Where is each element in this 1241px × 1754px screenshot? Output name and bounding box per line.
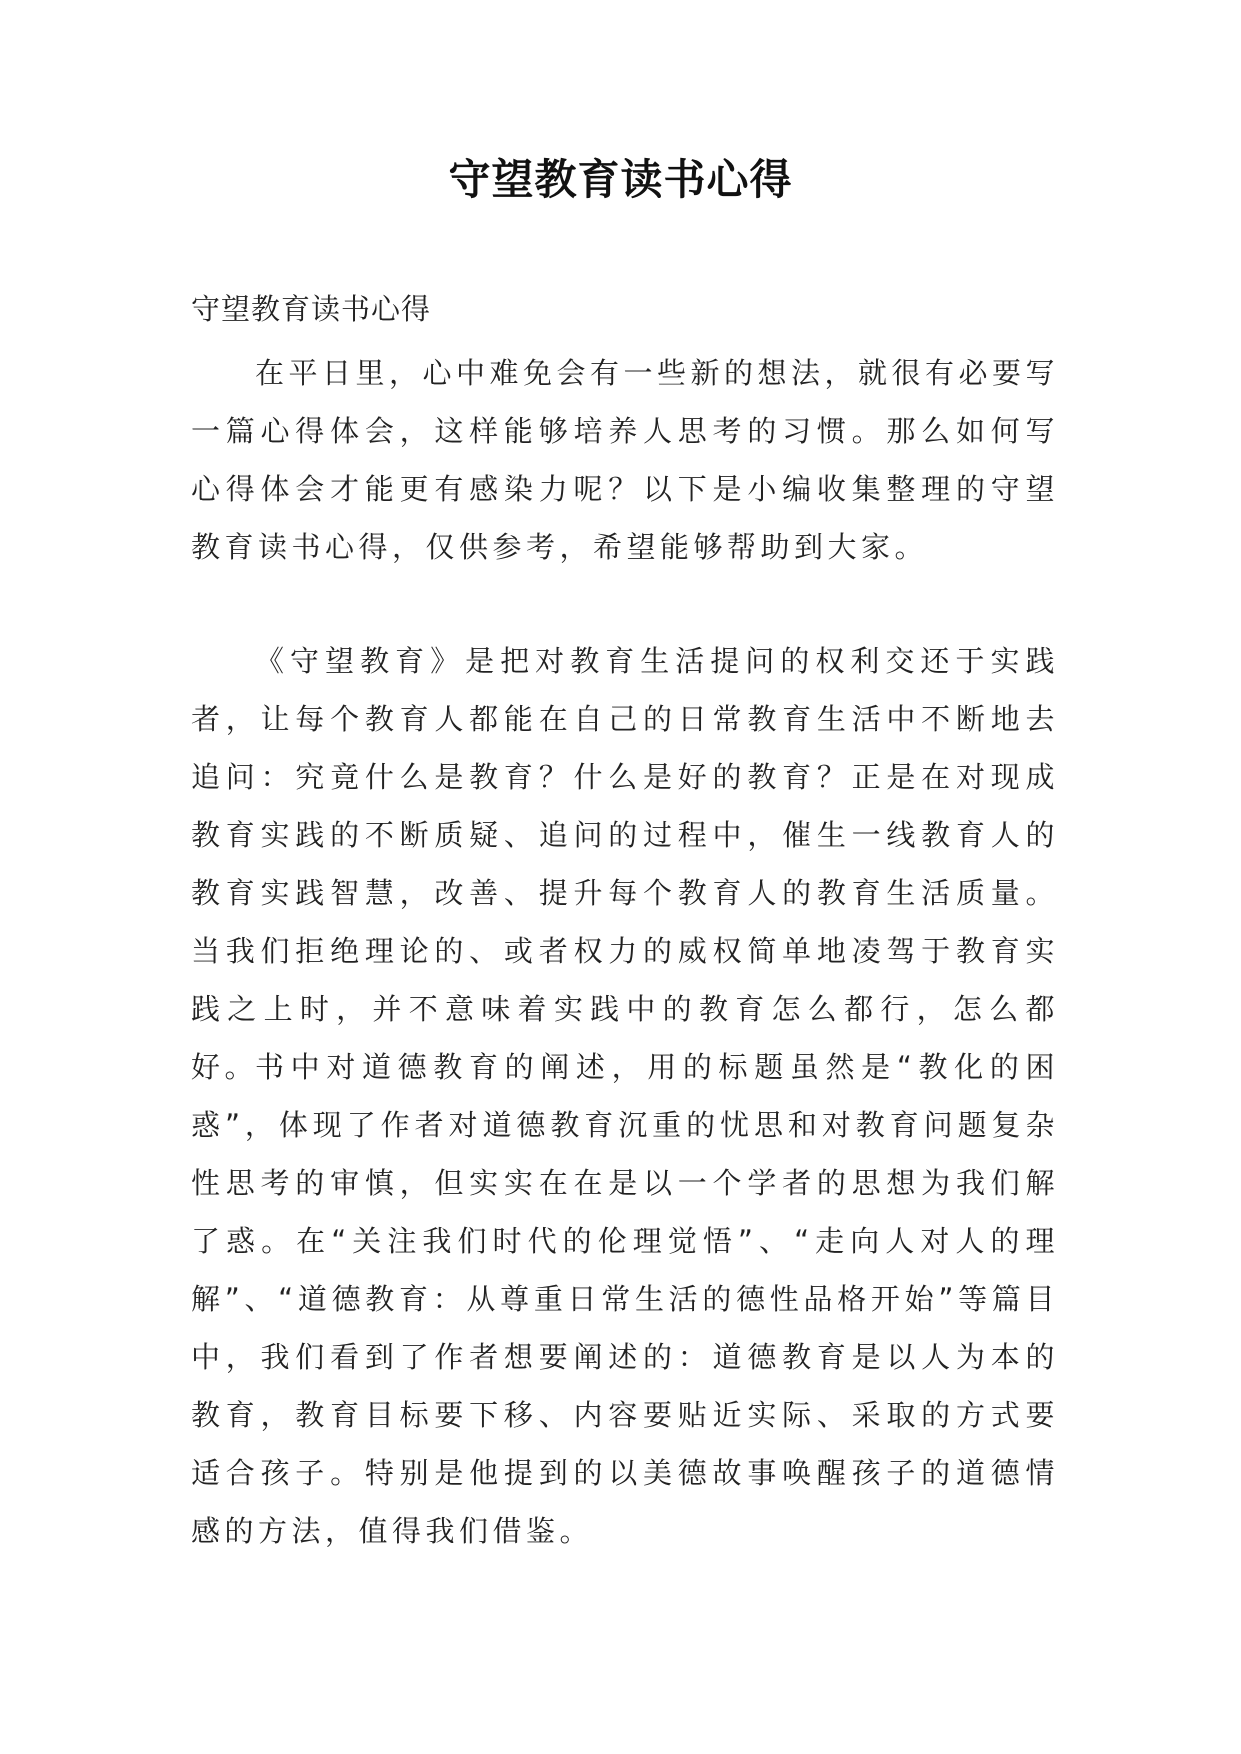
document-title: 守望教育读书心得 [448,155,793,204]
body-paragraph-2: 书中对道德教育的阐述，用的标题虽然是“教化的困惑”，体现了作者对道德教育沉重的忧思和对教育问题复杂性思考的审慎，但实实在在是以一个学者的思想为我们解了惑。在“关注我们时代的伦理觉悟”、“走向人对人的理解”、“道德教育：从尊重日常生活的德性品格开始”等篇目中，我们看到了作者想要阐述的：道德教育是以人为本的教育，教育目标要下移、内容要贴近实际、采取的方式要适合孩子。特别是他提到的以美德故事唤醒孩子的道德情感的方法，值得我们借鉴。 [191,1050,1059,1548]
intro-paragraph: 在平日里，心中难免会有一些新的想法，就很有必要写一篇心得体会，这样能够培养人思考的习惯。那么如何写心得体会才能更有感染力呢？以下是小编收集整理的守望教育读书心得，仅供参考，希望能够帮助到大家。 [191,356,1060,564]
body-paragraph-1: 《守望教育》是把对教育生活提问的权利交还于实践者，让每个教育人都能在自己的日常教育生活中不断地去追问：究竟什么是教育？什么是好的教育？正是在对现成教育实践的不断质疑、追问的过程中，催生一线教育人的教育实践智慧，改善、提升每个教育人的教育生活质量。当我们拒绝理论的、或者权力的威权简单地凌驾于教育实践之上时，并不意味着实践中的教育怎么都行，怎么都好。 [191,644,1059,1084]
document-subtitle: 守望教育读书心得 [191,292,432,326]
